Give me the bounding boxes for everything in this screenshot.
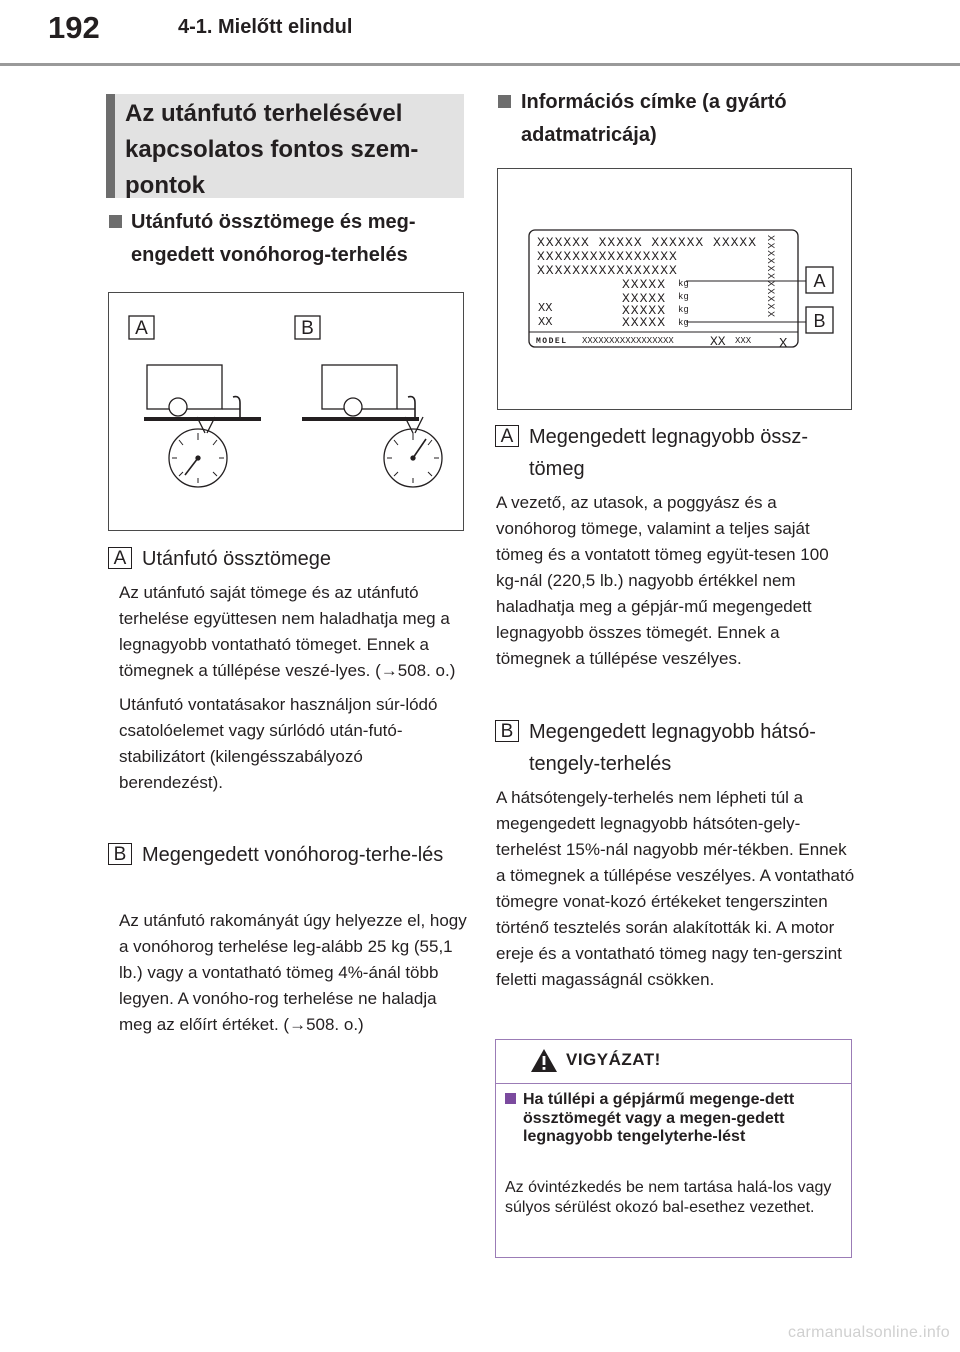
right-item-b-title: Megengedett legnagyobb hátsó-tengely-terhelés — [529, 721, 816, 775]
right-item-a-paragraph: A vezető, az utasok, a poggyász és a vonóhorog tömege, valamint a teljes saját tömeg és a vontatott tömeg együt-tesen 100 kg-nál (220,5 lb.) nagyobb értékkel nem haladhatja meg a gépjár-mű megengedett legnagyobb összes tömegét. Ennek a tömegnek a túllépése veszélyes. — [496, 493, 829, 668]
info-label-illustration — [498, 169, 851, 409]
item-b-badge: B — [108, 843, 132, 865]
item-a-title: Utánfutó össztömege — [142, 548, 331, 570]
label-weight-4: XXXXX — [622, 315, 667, 330]
label-row-1: XXXXXX XXXXX XXXXXX XXXXX — [537, 235, 758, 250]
item-b-paragraph: Az utánfutó rakományát úgy helyezze el, hogy a vonóhorog terhelése leg-alább 25 kg (55,1 lb.) vagy a vontatható tömeg 4%-ánál több legyen. A vonóho-rog terhelése ne haladja meg az előírt értéket. (→508. o.) — [119, 911, 467, 1034]
trailer-scales-illustration — [109, 293, 463, 530]
item-a-paragraph: Az utánfutó saját tömege és az utánfutó terhelése együttesen nem haladhatja meg a legnagyobb vontatható tömeget. Ennek a tömegnek a túllépése veszé-lyes. (→508. o.) — [119, 583, 456, 680]
right-item-b-text — [496, 785, 856, 1001]
subheading-bullet-icon — [498, 95, 511, 108]
subheading-bullet-icon — [109, 215, 122, 228]
right-item-a-title: Megengedett legnagyobb össz-tömeg — [529, 426, 809, 480]
item-a-text — [119, 580, 469, 804]
warning-body: Az óvintézkedés be nem tartása halá-los vagy súlyos sérülést okozó bal-esethez vezethet. — [505, 1179, 832, 1216]
trailer-load-figure — [108, 292, 464, 531]
item-b-text — [119, 908, 469, 1046]
left-subheading: Utánfutó össztömege és meg-engedett vonóhorog-terhelés — [131, 211, 416, 266]
section-title: Az utánfutó terhelésével kapcsolatos fontos szem-pontok — [125, 100, 419, 199]
label-row-2: XXXXXXXXXXXXXXXX — [537, 249, 678, 264]
section-title-box — [106, 94, 464, 198]
footer-watermark: carmanualsonline.info — [788, 1324, 950, 1341]
label-xx-2: XX — [538, 315, 553, 329]
label-kg-4: kg — [678, 318, 689, 328]
warning-subheading: Ha túllépi a gépjármű megenge-dett össztömegét vagy a megen-gedett legnagyobb tengelyterhe-lést — [523, 1091, 795, 1145]
figure-label-a: A — [135, 318, 148, 339]
label-kg-3: kg — [678, 305, 689, 315]
right-item-b-paragraph: A hátsótengely-terhelés nem lépheti túl a megengedett legnagyobb hátsóten-gely-terhelést 15%-nál nagyobb mér-tékben. Ennek a tömegnek a túllépése veszélyes. A vontatható tömegre vonat-kozó értékeket tengerszinten történő tesztelés során alakították ki. A motor ereje és a vontatható tömeg nagy ten-gerszint feletti magasságnál csökken. — [496, 788, 855, 989]
figure-label-b: B — [301, 318, 314, 339]
label-kg-2: kg — [678, 292, 689, 302]
item-a-paragraph: Utánfutó vontatásakor használjon súr-lódó csatolóelemet vagy súrlódó után-futó-stabilizátort (kilengésszabályozó berendezést). — [119, 695, 438, 792]
warning-title: VIGYÁZAT! — [566, 1050, 661, 1069]
label-model-code: XXXXXXXXXXXXXXXXX — [582, 336, 674, 346]
warning-box — [495, 1039, 852, 1258]
warning-header — [496, 1040, 851, 1084]
label-model-tail: XXX — [735, 336, 752, 346]
ground-bar-b — [302, 417, 419, 421]
label-side-text: XXXXXXXXXXX — [764, 235, 775, 319]
right-item-a-badge: A — [495, 425, 519, 447]
label-xx-1: XX — [538, 301, 553, 315]
chapter-title: 4-1. Mielőtt elindul — [178, 16, 353, 38]
label-weight-3: XXXXX — [622, 303, 667, 318]
ground-bar-a — [144, 417, 261, 421]
header-divider — [0, 63, 960, 66]
item-b-title: Megengedett vonóhorog-terhe-lés — [142, 844, 444, 866]
right-item-a-text — [496, 490, 856, 680]
label-model: MODEL — [536, 337, 568, 346]
warning-triangle-icon — [530, 1048, 558, 1073]
label-weight-2: XXXXX — [622, 291, 667, 306]
item-a-badge: A — [108, 547, 132, 569]
page-number: 192 — [48, 10, 100, 45]
label-model-xx: XX — [710, 334, 726, 349]
right-item-b-badge: B — [495, 720, 519, 742]
label-row-3: XXXXXXXXXXXXXXXX — [537, 263, 678, 278]
callout-a-label: A — [813, 271, 826, 291]
warning-bullet-icon — [505, 1093, 516, 1104]
label-side-mark: X — [779, 336, 788, 352]
callout-b-label: B — [813, 311, 826, 331]
label-kg-1: kg — [678, 279, 689, 289]
trailer-a-wheel-icon — [169, 398, 187, 416]
info-label-figure — [497, 168, 852, 410]
label-weight-1: XXXXX — [622, 277, 667, 292]
right-subheading: Információs címke (a gyártó adatmatricája) — [521, 91, 787, 146]
trailer-b-wheel-icon — [344, 398, 362, 416]
